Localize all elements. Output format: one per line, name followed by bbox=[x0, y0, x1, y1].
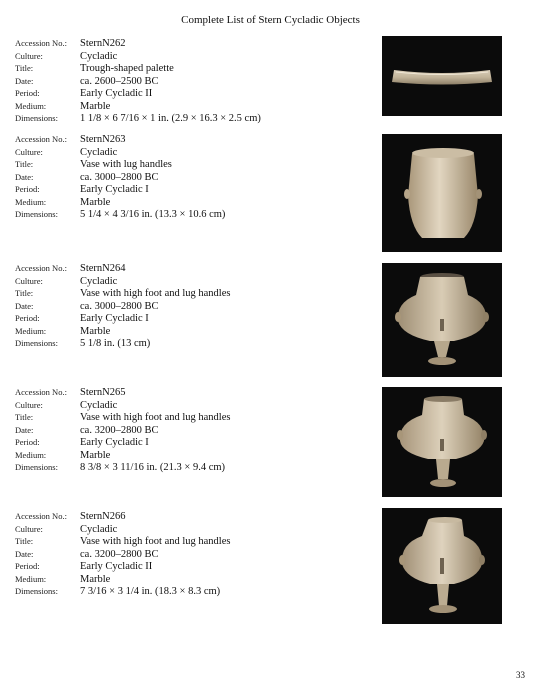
marble-footed-vase-photo bbox=[382, 508, 502, 624]
title-label: Title: bbox=[15, 288, 34, 298]
period-value: Early Cycladic I bbox=[80, 313, 149, 324]
title-value: Vase with high foot and lug handles bbox=[80, 288, 231, 299]
culture-label: Culture: bbox=[15, 275, 43, 286]
period-value: Early Cycladic II bbox=[80, 88, 153, 99]
date-label: Date: bbox=[15, 300, 34, 311]
medium-label: Medium: bbox=[15, 196, 47, 207]
period-label: Period: bbox=[15, 88, 40, 98]
medium-value: Marble bbox=[80, 449, 111, 461]
entry-fields bbox=[15, 263, 230, 351]
accession-label: Accession No.: bbox=[15, 134, 67, 144]
dimensions-label: Dimensions: bbox=[15, 462, 58, 472]
date-value: ca. 3000–2800 BC bbox=[80, 300, 159, 312]
title-value: Vase with high foot and lug handles bbox=[80, 412, 231, 423]
entry-fields bbox=[15, 38, 261, 126]
medium-value: Marble bbox=[80, 325, 111, 337]
dimensions-label: Dimensions: bbox=[15, 338, 58, 348]
medium-label: Medium: bbox=[15, 325, 47, 336]
accession-value: SternN264 bbox=[80, 263, 126, 274]
date-label: Date: bbox=[15, 548, 34, 559]
title-label: Title: bbox=[15, 159, 34, 169]
accession-label: Accession No.: bbox=[15, 387, 67, 397]
accession-value: SternN265 bbox=[80, 387, 126, 398]
period-label: Period: bbox=[15, 313, 40, 323]
title-label: Title: bbox=[15, 536, 34, 546]
accession-label: Accession No.: bbox=[15, 38, 67, 48]
culture-value: Cycladic bbox=[80, 523, 118, 535]
date-label: Date: bbox=[15, 424, 34, 435]
title-value: Vase with high foot and lug handles bbox=[80, 536, 231, 547]
marble-footed-vase-photo bbox=[382, 387, 502, 497]
accession-label: Accession No.: bbox=[15, 263, 67, 273]
culture-label: Culture: bbox=[15, 399, 43, 410]
date-value: ca. 3000–2800 BC bbox=[80, 171, 159, 183]
date-label: Date: bbox=[15, 171, 34, 182]
entry-fields bbox=[15, 387, 230, 475]
title-label: Title: bbox=[15, 412, 34, 422]
period-value: Early Cycladic II bbox=[80, 561, 153, 572]
period-value: Early Cycladic I bbox=[80, 184, 149, 195]
date-label: Date: bbox=[15, 75, 34, 86]
title-value: Vase with lug handles bbox=[80, 159, 172, 170]
dimensions-label: Dimensions: bbox=[15, 586, 58, 596]
period-label: Period: bbox=[15, 561, 40, 571]
medium-value: Marble bbox=[80, 196, 111, 208]
title-value: Trough-shaped palette bbox=[80, 63, 174, 74]
date-value: ca. 3200–2800 BC bbox=[80, 548, 159, 560]
page-title: Complete List of Stern Cycladic Objects bbox=[181, 14, 360, 26]
accession-value: SternN266 bbox=[80, 511, 126, 522]
culture-value: Cycladic bbox=[80, 275, 118, 287]
dimensions-value: 5 1/8 in. (13 cm) bbox=[80, 338, 151, 349]
accession-label: Accession No.: bbox=[15, 511, 67, 521]
period-label: Period: bbox=[15, 184, 40, 194]
dimensions-label: Dimensions: bbox=[15, 209, 58, 219]
dimensions-label: Dimensions: bbox=[15, 113, 58, 123]
culture-value: Cycladic bbox=[80, 50, 118, 62]
accession-value: SternN263 bbox=[80, 134, 126, 145]
dimensions-value: 8 3/8 × 3 11/16 in. (21.3 × 9.4 cm) bbox=[80, 462, 226, 473]
period-value: Early Cycladic I bbox=[80, 437, 149, 448]
medium-label: Medium: bbox=[15, 449, 47, 460]
culture-value: Cycladic bbox=[80, 146, 118, 158]
accession-value: SternN262 bbox=[80, 38, 126, 49]
medium-value: Marble bbox=[80, 573, 111, 585]
culture-label: Culture: bbox=[15, 146, 43, 157]
medium-label: Medium: bbox=[15, 100, 47, 111]
title-label: Title: bbox=[15, 63, 34, 73]
dimensions-value: 7 3/16 × 3 1/4 in. (18.3 × 8.3 cm) bbox=[80, 586, 221, 597]
medium-label: Medium: bbox=[15, 573, 47, 584]
culture-label: Culture: bbox=[15, 523, 43, 534]
culture-value: Cycladic bbox=[80, 399, 118, 411]
culture-label: Culture: bbox=[15, 50, 43, 61]
date-value: ca. 2600–2500 BC bbox=[80, 75, 159, 87]
period-label: Period: bbox=[15, 437, 40, 447]
date-value: ca. 3200–2800 BC bbox=[80, 424, 159, 436]
page-number: 33 bbox=[516, 670, 525, 680]
entry-fields bbox=[15, 134, 225, 222]
dimensions-value: 5 1/4 × 4 3/16 in. (13.3 × 10.6 cm) bbox=[80, 209, 226, 220]
marble-vase-photo bbox=[382, 134, 502, 252]
marble-footed-vase-photo bbox=[382, 263, 502, 377]
entry-fields bbox=[15, 511, 230, 599]
medium-value: Marble bbox=[80, 100, 111, 112]
dimensions-value: 1 1/8 × 6 7/16 × 1 in. (2.9 × 16.3 × 2.5 cm) bbox=[80, 113, 261, 124]
marble-palette-photo bbox=[382, 36, 502, 116]
